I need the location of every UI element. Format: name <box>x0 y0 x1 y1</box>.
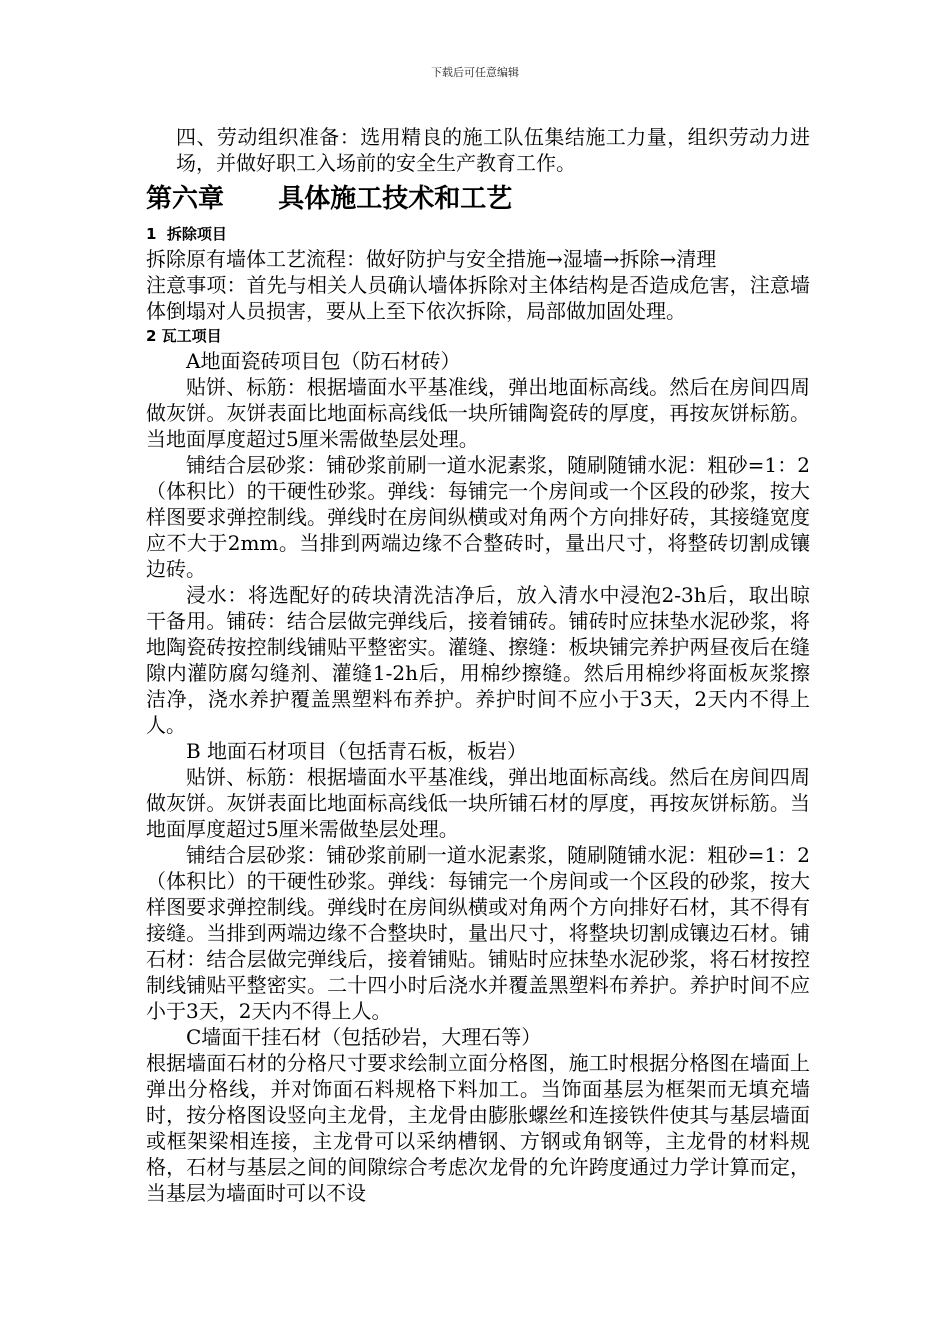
subsection-b-title: B 地面石材项目（包括青石板，板岩） <box>186 739 528 763</box>
document-body <box>146 124 810 1206</box>
subsection-a-title: A地面瓷砖项目包（防石材砖） <box>186 349 461 373</box>
section-2-title: 2 瓦工项目 <box>146 327 222 345</box>
intro-paragraph: 四、劳动组织准备：选用精良的施工队伍集结施工力量，组织劳动力进场，并做好职工入场前的安全生产教育工作。 <box>176 125 810 175</box>
subsection-b-paragraph-1: 贴饼、标筋：根据墙面水平基准线，弹出地面标高线。然后在房间四周做灰饼。灰饼表面比地面标高线低一块所铺石材的厚度，再按灰饼标筋。当地面厚度超过5厘米需做垫层处理。 <box>146 765 810 841</box>
section-1-process: 拆除原有墙体工艺流程：做好防护与安全措施→湿墙→拆除→清理 <box>146 247 717 271</box>
subsection-c-paragraph-1: 根据墙面石材的分格尺寸要求绘制立面分格图，施工时根据分格图在墙面上弹出分格线，并对饰面石料规格下料加工。当饰面基层为框架而无填充墙时，按分格图设竖向主龙骨，主龙骨由膨胀螺丝和连接铁件使其与基层墙面或框架梁相连接，主龙骨可以采纳槽钢、方钢或角钢等，主龙骨的材料规格，石材与基层之间的间隙综合考虑次龙骨的允许跨度通过力学计算而定，当基层为墙面时可以不设 <box>146 1051 810 1205</box>
subsection-a-paragraph-1: 贴饼、标筋：根据墙面水平基准线，弹出地面标高线。然后在房间四周做灰饼。灰饼表面比地面标高线低一块所铺陶瓷砖的厚度，再按灰饼标筋。当地面厚度超过5厘米需做垫层处理。 <box>146 375 810 451</box>
subsection-b-paragraph-2: 铺结合层砂浆：铺砂浆前刷一道水泥素浆，随刷随铺水泥：粗砂=1：2（体积比）的干硬性砂浆。弹线：每铺完一个房间或一个区段的砂浆，按大样图要求弹控制线。弹线时在房间纵横或对角两个方向排好石材，其不得有接缝。当排到两端边缘不合整块时，量出尺寸，将整块切割成镶边石材。铺石材：结合层做完弹线后，接着铺贴。铺贴时应抹垫水泥砂浆，将石材按控制线铺贴平整密实。二十四小时后浇水并覆盖黑塑料布养护。养护时间不应小于3天，2天内不得上人。 <box>146 843 810 1023</box>
subsection-c-title: C墙面干挂石材（包括砂岩，大理石等） <box>186 1025 542 1049</box>
section-1-title: 1 拆除项目 <box>146 225 227 243</box>
page-header: 下载后可任意编辑 <box>431 66 519 79</box>
chapter-title: 第六章 具体施工技术和工艺 <box>146 184 513 214</box>
section-1-notes: 注意事项：首先与相关人员确认墙体拆除对主体结构是否造成危害，注意墙体倒塌对人员损害，要从上至下依次拆除，局部做加固处理。 <box>146 273 810 323</box>
subsection-a-paragraph-2: 铺结合层砂浆：铺砂浆前刷一道水泥素浆，随刷随铺水泥：粗砂=1：2（体积比）的干硬性砂浆。弹线：每铺完一个房间或一个区段的砂浆，按大样图要求弹控制线。弹线时在房间纵横或对角两个方向排好砖，其接缝宽度应不大于2mm。当排到两端边缘不合整砖时，量出尺寸，将整砖切割成镶边砖。 <box>146 453 810 581</box>
subsection-a-paragraph-3: 浸水：将选配好的砖块清洗洁净后，放入清水中浸泡2-3h后，取出晾干备用。铺砖：结合层做完弹线后，接着铺砖。铺砖时应抹垫水泥砂浆，将地陶瓷砖按控制线铺贴平整密实。灌缝、擦缝：板块铺完养护两昼夜后在缝隙内灌防腐勾缝剂、灌缝1-2h后，用棉纱擦缝。然后用棉纱将面板灰浆擦洁净，浇水养护覆盖黑塑料布养护。养护时间不应小于3天，2天内不得上人。 <box>146 583 810 737</box>
